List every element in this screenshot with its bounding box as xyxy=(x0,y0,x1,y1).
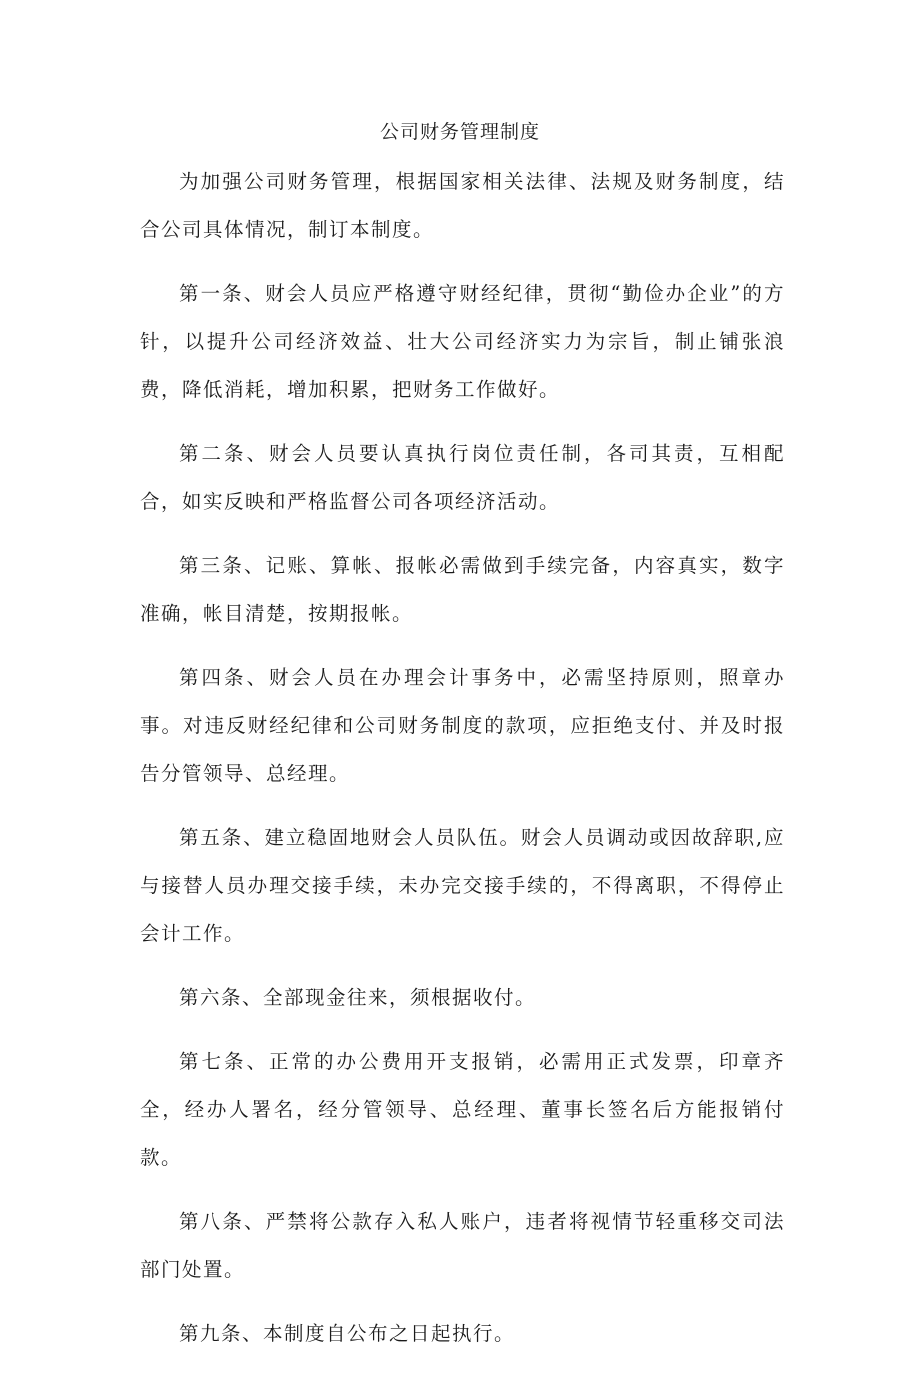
paragraph-article-6: 第六条、全部现金往来，须根据收付。 xyxy=(179,986,537,1009)
document-title: 公司财务管理制度 xyxy=(379,121,540,143)
paragraph-article-3: 第三条、记账、算帐、报帐必需做到手续完备，内容真实，数字准确，帐目清楚，按期报帐。 xyxy=(140,554,785,625)
paragraph-preamble: 为加强公司财务管理，根据国家相关法律、法规及财务制度，结合公司具体情况，制订本制度。 xyxy=(140,170,785,241)
paragraph-article-7: 第七条、正常的办公费用开支报销，必需用正式发票，印章齐全，经办人署名，经分管领导、总经理、董事长签名后方能报销付款。 xyxy=(140,1050,785,1169)
paragraph-article-1: 第一条、财会人员应严格遵守财经纪律，贯彻“勤俭办企业”的方针，以提升公司经济效益、壮大公司经济实力为宗旨，制止铺张浪费，降低消耗，增加积累，把财务工作做好。 xyxy=(140,282,785,401)
paragraph-article-2: 第二条、财会人员要认真执行岗位责任制，各司其责，互相配合，如实反映和严格监督公司各项经济活动。 xyxy=(140,442,785,513)
paragraph-article-5: 第五条、建立稳固地财会人员队伍。财会人员调动或因故辞职,应与接替人员办理交接手续，未办完交接手续的，不得离职，不得停止会计工作。 xyxy=(140,826,785,945)
document-body xyxy=(140,158,785,1374)
paragraph-article-4: 第四条、财会人员在办理会计事务中，必需坚持原则，照章办事。对违反财经纪律和公司财务制度的款项，应拒绝支付、并及时报告分管领导、总经理。 xyxy=(140,666,785,785)
paragraph-article-9: 第九条、本制度自公布之日起执行。 xyxy=(179,1322,516,1345)
paragraph-article-8: 第八条、严禁将公款存入私人账户，违者将视情节轻重移交司法部门处置。 xyxy=(140,1210,785,1281)
